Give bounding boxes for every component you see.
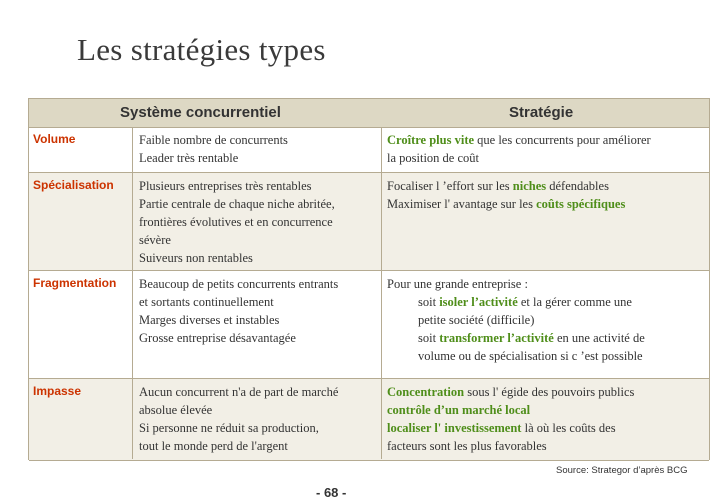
strategy-keyword: Croître plus vite <box>387 133 475 147</box>
strategy-text: défendables <box>546 179 609 193</box>
strategy-keyword: coûts spécifiques <box>536 197 626 211</box>
competition-line: frontières évolutives et en concurrence <box>139 215 333 229</box>
strategy-keyword: contrôle d’un marché local <box>387 403 531 417</box>
strategy-line <box>387 311 705 329</box>
competition-line: Suiveurs non rentables <box>139 251 253 265</box>
strategy-keyword: isoler l’activité <box>439 295 518 309</box>
strategy-cell <box>387 383 705 455</box>
strategy-line <box>387 195 705 213</box>
strategy-text: Maximiser l' avantage sur les <box>387 197 537 211</box>
page-title: Les stratégies types <box>77 32 326 67</box>
row-category: Impasse <box>33 384 82 398</box>
strategy-line <box>387 131 705 149</box>
row-category: Spécialisation <box>33 178 114 192</box>
competition-cell <box>139 177 379 267</box>
competition-line: Plusieurs entreprises très rentables <box>139 179 312 193</box>
strategy-text: la position de coût <box>387 151 479 165</box>
strategy-line <box>387 329 705 347</box>
strategy-table <box>28 98 710 460</box>
strategy-line <box>387 347 705 365</box>
strategy-keyword: localiser l' investissement <box>387 421 522 435</box>
competition-line: Si personne ne réduit sa production, <box>139 421 319 435</box>
source-note: Source: Strategor d’après BCG <box>556 465 688 476</box>
column-divider <box>132 127 133 459</box>
table-row <box>29 173 709 271</box>
strategy-text: facteurs sont les plus favorables <box>387 439 547 453</box>
competition-cell <box>139 131 379 167</box>
strategy-text: là où les coûts des <box>521 421 616 435</box>
strategy-text: sous l' égide des pouvoirs publics <box>464 385 635 399</box>
column-divider <box>381 127 382 459</box>
competition-line: Partie centrale de chaque niche abritée, <box>139 197 335 211</box>
strategy-line <box>387 437 705 455</box>
strategy-line <box>387 177 705 195</box>
table-row <box>29 271 709 379</box>
strategy-text: et la gérer comme une <box>517 295 632 309</box>
competition-cell <box>139 275 379 347</box>
competition-line: tout le monde perd de l'argent <box>139 439 288 453</box>
strategy-text: en une activité de <box>553 331 645 345</box>
strategy-text: soit <box>418 295 440 309</box>
competition-line: Beaucoup de petits concurrents entrants <box>139 277 339 291</box>
strategy-text: que les concurrents pour améliorer <box>474 133 651 147</box>
strategy-cell <box>387 177 705 213</box>
strategy-text: volume ou de spécialisation si c ’est possible <box>418 349 643 363</box>
header-strategy: Stratégie <box>509 104 574 121</box>
strategy-text: soit <box>418 331 440 345</box>
page-number: - 68 - <box>316 485 347 500</box>
strategy-keyword: niches <box>512 179 547 193</box>
row-category: Volume <box>33 132 76 146</box>
competition-line: Marges diverses et instables <box>139 313 280 327</box>
table-row <box>29 127 709 173</box>
strategy-text: Pour une grande entreprise : <box>387 277 528 291</box>
row-category: Fragmentation <box>33 276 117 290</box>
table-row <box>29 379 709 461</box>
table-header <box>29 99 709 128</box>
competition-line: absolue élevée <box>139 403 213 417</box>
competition-cell <box>139 383 379 455</box>
competition-line: Faible nombre de concurrents <box>139 133 288 147</box>
strategy-cell <box>387 275 705 365</box>
strategy-text: Focaliser l ’effort sur les <box>387 179 513 193</box>
strategy-line <box>387 275 705 293</box>
strategy-line <box>387 383 705 401</box>
strategy-line <box>387 149 705 167</box>
strategy-keyword: transformer l’activité <box>439 331 554 345</box>
competition-line: Grosse entreprise désavantagée <box>139 331 296 345</box>
competition-line: et sortants continuellement <box>139 295 274 309</box>
competition-line: Leader très rentable <box>139 151 239 165</box>
strategy-keyword: Concentration <box>387 385 465 399</box>
strategy-line <box>387 293 705 311</box>
strategy-line <box>387 419 705 437</box>
strategy-cell <box>387 131 705 167</box>
strategy-line <box>387 401 705 419</box>
strategy-text: petite société (difficile) <box>418 313 535 327</box>
competition-line: sévère <box>139 233 171 247</box>
header-competitive-system: Système concurrentiel <box>120 104 281 121</box>
competition-line: Aucun concurrent n'a de part de marché <box>139 385 339 399</box>
